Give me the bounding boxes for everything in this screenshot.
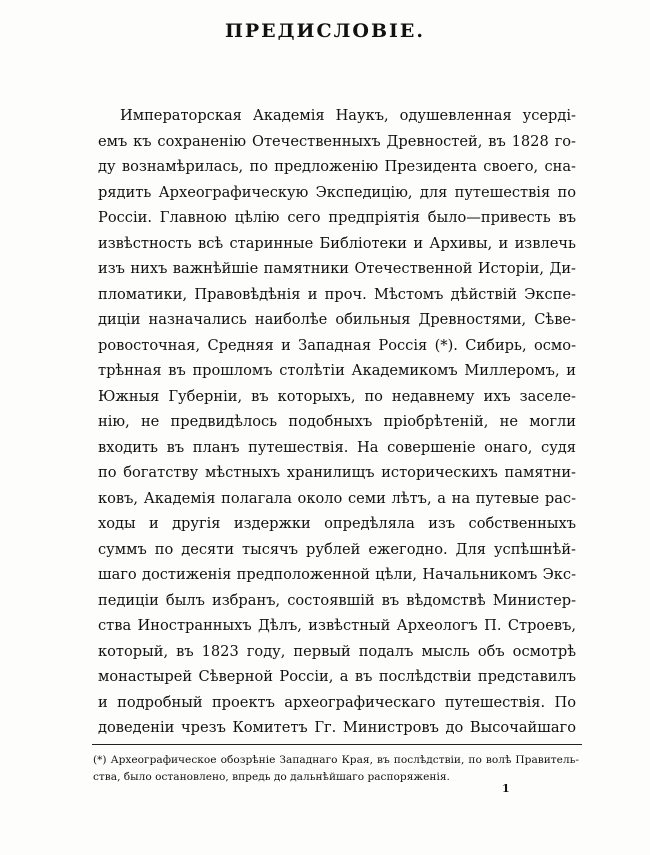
text-line: изъ нихъ важнѣйшіе памятники Отечественной Исторіи, Ди- xyxy=(98,260,576,277)
text-line: ства Иностранныхъ Дѣлъ, извѣстный Археологъ П. Строевъ, xyxy=(98,617,576,634)
text-line: доведеніи чрезъ Комитетъ Гг. Министровъ до Высочайшаго xyxy=(98,719,576,736)
footnote-line: ства, было остановлено, впредь до дальнѣйшаго распоряженія. xyxy=(93,771,450,783)
text-line: трѣнная въ прошломъ столѣтіи Академикомъ Миллеромъ, и xyxy=(98,362,576,379)
text-line: шаго достиженія предположенной цѣли, Начальникомъ Экс- xyxy=(98,566,576,583)
page-number: 1 xyxy=(502,782,510,795)
text-line: по богатству мѣстныхъ хранилищъ историческихъ памятни- xyxy=(98,464,576,481)
text-line: и подробный проектъ археографическаго путешествія. По xyxy=(98,693,576,711)
text-line: суммъ по десяти тысячъ рублей ежегодно. Для успѣшнѣй- xyxy=(98,540,576,558)
text-line: рядить Археографическую Экспедицію, для путешествія по xyxy=(98,183,576,201)
text-line: емъ къ сохраненію Отечественныхъ Древностей, въ 1828 го- xyxy=(98,132,576,150)
footnote xyxy=(93,752,579,786)
text-line: ковъ, Академія полагала около семи лѣтъ, а на путевые рас- xyxy=(98,489,576,507)
text-line: Россіи. Главною цѣлію сего предпріятія было—привесть въ xyxy=(98,209,576,226)
footnote-divider xyxy=(92,744,582,745)
text-line: пломатики, Правовѣдѣнія и проч. Мѣстомъ дѣйствій Экспе- xyxy=(98,285,576,303)
text-line: извѣстность всѣ старинные Библіотеки и Архивы, и извлечь xyxy=(98,234,576,252)
footnote-line: (*) Археографическое обозрѣніе Западнаго Края, въ послѣдствіи, по волѣ Правитель- xyxy=(93,754,579,766)
page-title: ПРЕДИСЛОВІЕ. xyxy=(224,20,426,42)
text-line: Императорская Академія Наукъ, одушевленная усерді- xyxy=(120,107,576,124)
text-line: педиціи былъ избранъ, состоявшій въ вѣдомствѣ Министер- xyxy=(98,591,576,609)
text-line: ду вознамѣрилась, по предложенію Президента своего, сна- xyxy=(98,158,576,175)
text-line: ходы и другія издержки опредѣляла изъ собственныхъ xyxy=(98,515,576,532)
body-text xyxy=(98,103,576,741)
text-line: монастырей Сѣверной Россіи, а въ послѣдствіи представилъ xyxy=(98,668,576,685)
text-line: Южныя Губерніи, въ которыхъ, по недавнему ихъ заселе- xyxy=(98,387,576,405)
text-line: который, въ 1823 году, первый подалъ мысль объ осмотрѣ xyxy=(98,642,576,660)
text-line: диціи назначались наиболѣе обильныя Древностями, Сѣве- xyxy=(98,311,576,328)
text-line: входить въ планъ путешествія. На совершеніе онаго, судя xyxy=(98,438,576,456)
text-line: ровосточная, Средняя и Западная Россія (*). Сибирь, осмо- xyxy=(98,336,576,354)
text-line: нію, не предвидѣлось подобныхъ пріобрѣтеній, не могли xyxy=(98,413,576,430)
